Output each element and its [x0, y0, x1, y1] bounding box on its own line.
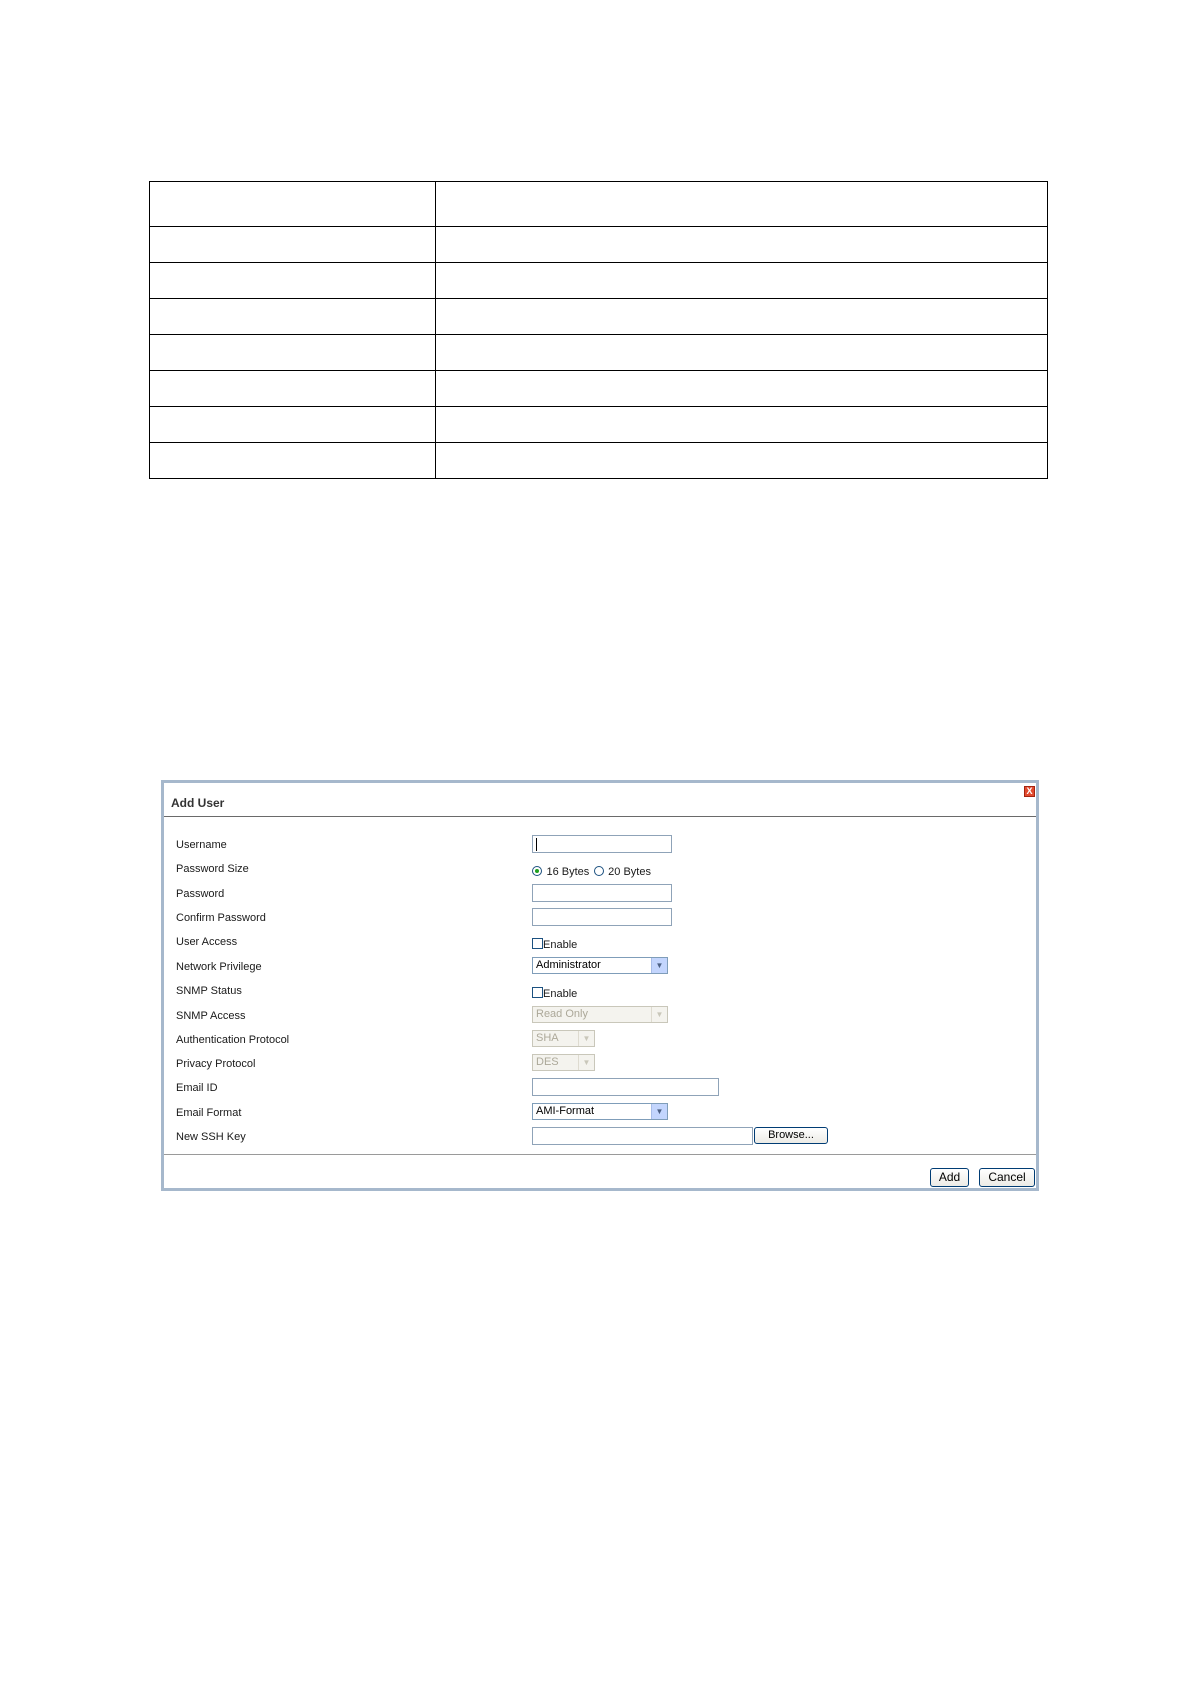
chevron-down-icon: ▼	[651, 1104, 667, 1119]
field-network-privilege	[176, 957, 1016, 979]
confirm-password-input[interactable]	[532, 908, 672, 926]
dialog-footer-divider	[164, 1154, 1036, 1155]
field-snmp-status	[176, 981, 1016, 1003]
email-format-select[interactable]	[532, 1103, 668, 1120]
field-email-id	[176, 1078, 1016, 1100]
network-privilege-select[interactable]	[532, 957, 668, 974]
password-input[interactable]	[532, 884, 672, 902]
add-button[interactable]: Add	[930, 1168, 969, 1187]
add-user-dialog	[161, 780, 1039, 1191]
table-cell	[436, 227, 1048, 263]
email-id-label: Email ID	[176, 1082, 218, 1094]
snmp-access-select[interactable]	[532, 1006, 668, 1023]
table-cell	[150, 227, 436, 263]
radio-20-bytes[interactable]	[594, 866, 604, 876]
snmp-status-enable-label: Enable	[543, 988, 578, 1000]
field-privacy-protocol	[176, 1054, 1016, 1076]
table-cell	[150, 443, 436, 479]
ssh-key-file-input[interactable]	[532, 1127, 753, 1145]
username-label: Username	[176, 839, 227, 851]
snmp-status-checkbox[interactable]	[532, 987, 543, 998]
chevron-down-icon: ▼	[578, 1031, 594, 1046]
user-access-enable-label: Enable	[543, 939, 578, 951]
dialog-title: Add User	[171, 796, 225, 810]
table-cell	[150, 263, 436, 299]
field-user-access	[176, 932, 1016, 954]
email-format-value: AMI-Format	[536, 1105, 595, 1117]
snmp-access-label: SNMP Access	[176, 1010, 246, 1022]
username-input[interactable]	[532, 835, 672, 853]
authentication-protocol-value: SHA	[536, 1032, 559, 1044]
authentication-protocol-label: Authentication Protocol	[176, 1034, 290, 1046]
dialog-title-bar	[164, 783, 1036, 817]
table-cell	[436, 335, 1048, 371]
email-id-input[interactable]	[532, 1078, 719, 1096]
cancel-button[interactable]: Cancel	[979, 1168, 1035, 1187]
privacy-protocol-value: DES	[536, 1056, 559, 1068]
confirm-password-label: Confirm Password	[176, 912, 266, 924]
table-cell	[150, 335, 436, 371]
password-size-label: Password Size	[176, 863, 249, 875]
snmp-status-label: SNMP Status	[176, 985, 242, 997]
field-password-size	[176, 859, 1016, 881]
field-password	[176, 884, 1016, 906]
privacy-protocol-label: Privacy Protocol	[176, 1058, 256, 1070]
authentication-protocol-select[interactable]	[532, 1030, 595, 1047]
privacy-protocol-select[interactable]	[532, 1054, 595, 1071]
password-label: Password	[176, 888, 225, 900]
radio-16-bytes[interactable]	[532, 866, 542, 876]
user-access-checkbox[interactable]	[532, 938, 543, 949]
network-privilege-label: Network Privilege	[176, 961, 262, 973]
network-privilege-value: Administrator	[536, 959, 601, 971]
table-cell	[150, 407, 436, 443]
field-snmp-access	[176, 1006, 1016, 1028]
user-access-label: User Access	[176, 936, 238, 948]
table-cell	[150, 299, 436, 335]
field-confirm-password	[176, 908, 1016, 930]
table-cell	[436, 299, 1048, 335]
table-cell	[436, 443, 1048, 479]
table-cell	[436, 263, 1048, 299]
field-ssh-key	[176, 1127, 1016, 1149]
document-table	[149, 181, 1048, 479]
table-cell	[150, 371, 436, 407]
close-icon[interactable]: X	[1024, 786, 1035, 797]
table-cell	[436, 371, 1048, 407]
snmp-access-value: Read Only	[536, 1008, 588, 1020]
browse-button[interactable]: Browse...	[754, 1127, 828, 1144]
radio-16-bytes-label: 16 Bytes	[546, 866, 590, 878]
chevron-down-icon: ▼	[651, 958, 667, 973]
chevron-down-icon: ▼	[578, 1055, 594, 1070]
radio-20-bytes-label: 20 Bytes	[608, 866, 651, 878]
table-cell	[436, 407, 1048, 443]
email-format-label: Email Format	[176, 1107, 242, 1119]
ssh-key-label: New SSH Key	[176, 1131, 246, 1143]
field-authentication-protocol	[176, 1030, 1016, 1052]
table-cell	[150, 182, 436, 227]
chevron-down-icon: ▼	[651, 1007, 667, 1022]
field-email-format	[176, 1103, 1016, 1125]
field-username	[176, 835, 1016, 857]
table-cell	[436, 182, 1048, 227]
